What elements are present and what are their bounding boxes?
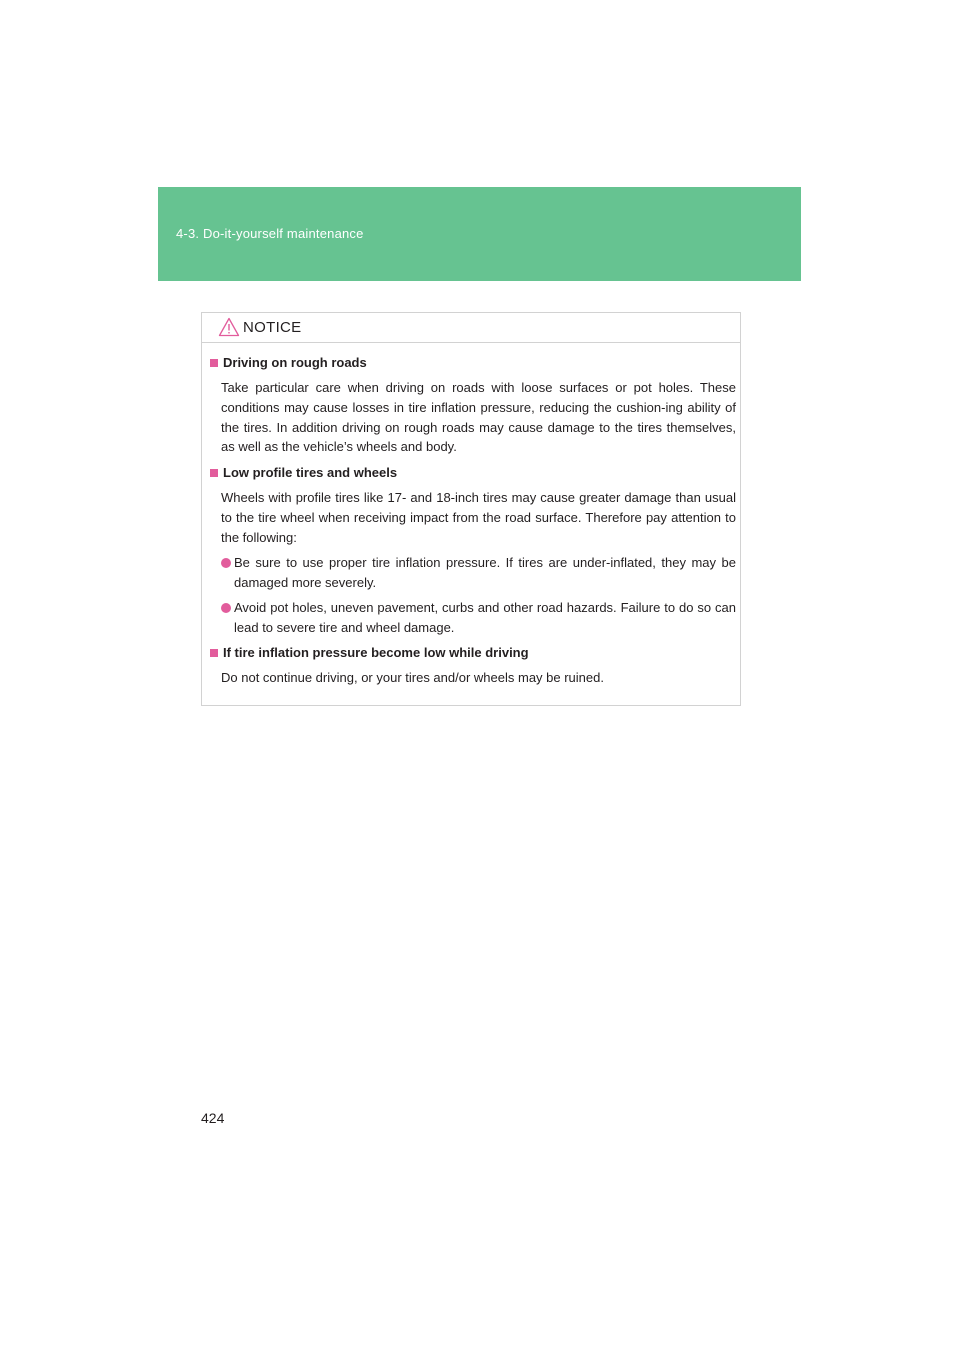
warning-triangle-icon bbox=[218, 317, 240, 337]
item-text: Do not continue driving, or your tires and/or wheels may be ruined. bbox=[221, 670, 604, 685]
notice-header bbox=[202, 313, 740, 343]
round-bullet-icon bbox=[221, 558, 231, 568]
list-item: Avoid pot holes, uneven pavement, curbs and other road hazards. Failure to do so can lead to severe tire and wheel damage. bbox=[221, 598, 736, 638]
list-item: Be sure to use proper tire inflation pressure. If tires are under-inflated, they may be damaged more severely. bbox=[221, 553, 736, 593]
item-text: Take particular care when driving on roads with loose surfaces or pot holes. These conditions may cause losses in tire inflation pressure, reducing the cushion-ing ability of the tires. In addition driving on rough roads may cause damage to the tires themselves, as well as the vehicle’s wheels and body. bbox=[221, 380, 736, 455]
item-text: Wheels with profile tires like 17- and 18-inch tires may cause greater damage than usual to the tire wheel when receiving impact from the road surface. Therefore pay attention to the following: bbox=[221, 490, 736, 545]
page-number: 424 bbox=[201, 1110, 225, 1126]
item-heading: If tire inflation pressure become low while driving bbox=[210, 645, 529, 660]
item-heading: Low profile tires and wheels bbox=[210, 465, 397, 480]
square-bullet-icon bbox=[210, 649, 218, 657]
round-bullet-icon bbox=[221, 603, 231, 613]
square-bullet-icon bbox=[210, 359, 218, 367]
notice-title: NOTICE bbox=[243, 319, 302, 336]
notice-box bbox=[201, 312, 741, 706]
item-heading: Driving on rough roads bbox=[210, 355, 367, 370]
square-bullet-icon bbox=[210, 469, 218, 477]
section-title: 4-3. Do-it-yourself maintenance bbox=[176, 226, 364, 241]
